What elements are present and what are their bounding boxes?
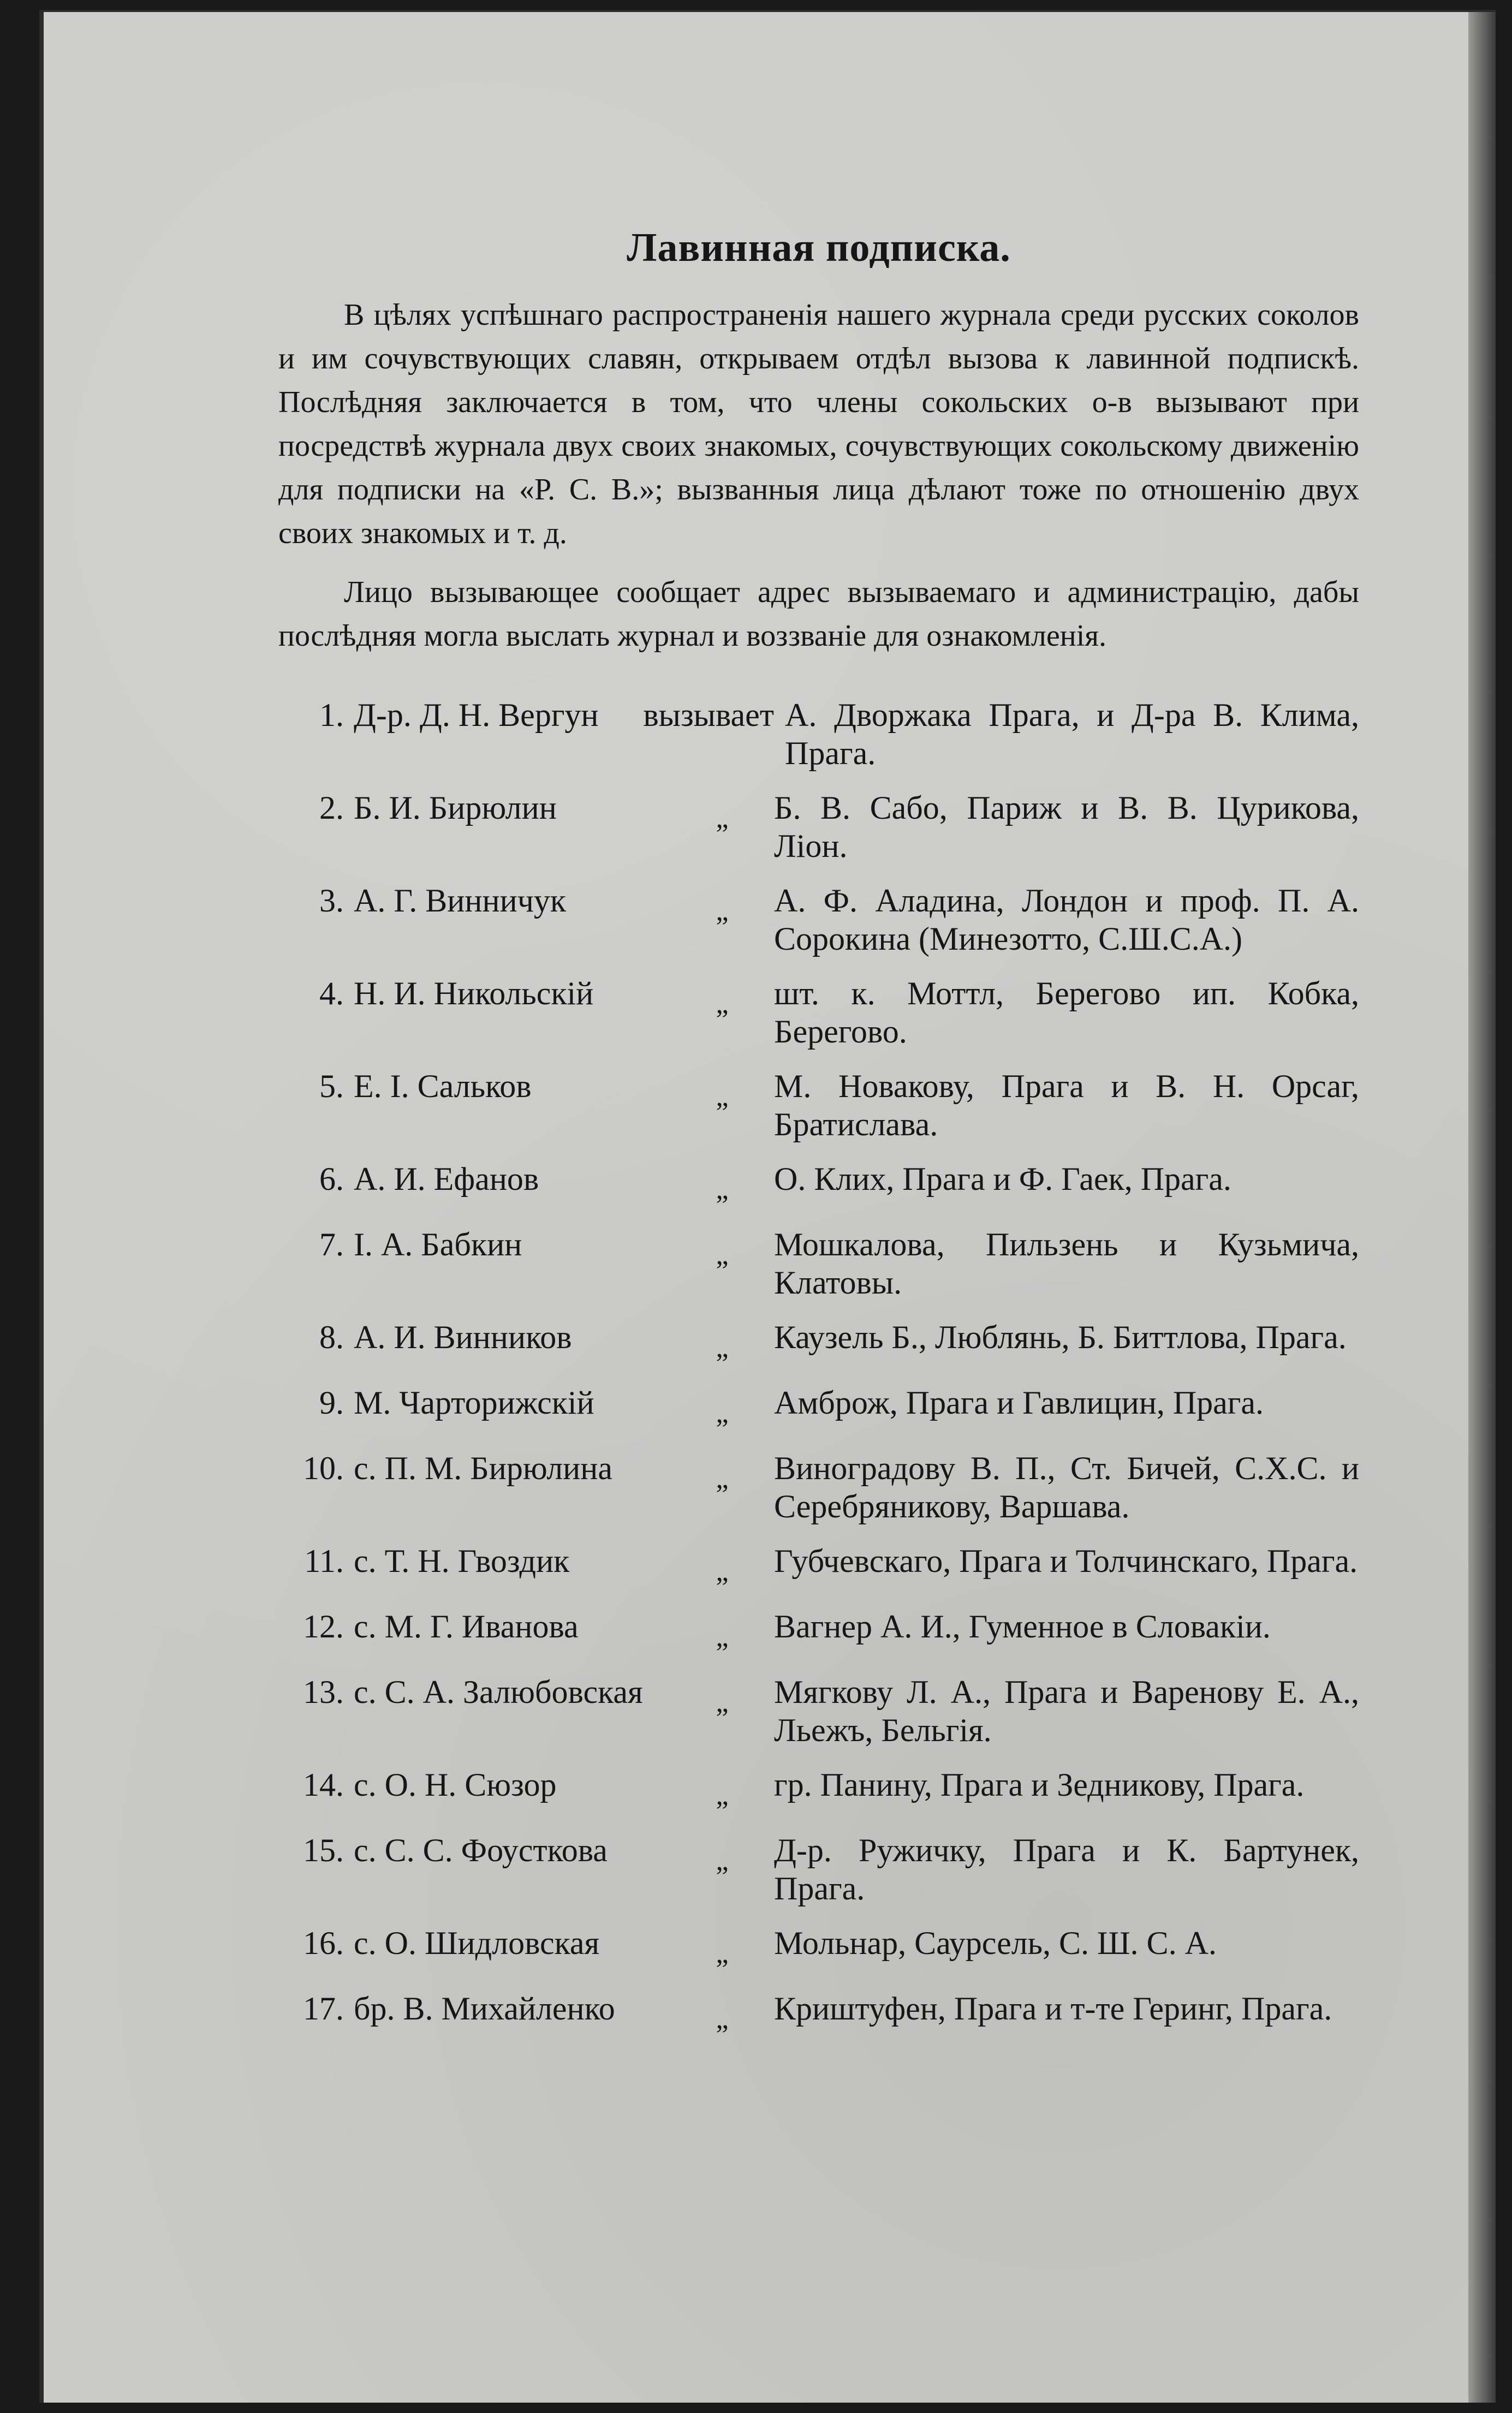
called-persons: Мягкову Л. А., Прага и Варенову Е. А., Льежъ, Бельгія. [774, 1674, 1359, 1748]
caller-name: Н. И. Никольскій [354, 975, 594, 1011]
page-edge-shadow [1468, 12, 1496, 2403]
called-persons: Криштуфен, Прага и т-те Геринг, Прага. [774, 1991, 1332, 2027]
called-persons: Вагнер А. И., Гуменное в Словакіи. [774, 1608, 1271, 1645]
entry-number: 14. [303, 1767, 344, 1803]
entry-number: 10. [303, 1450, 344, 1486]
list-item [278, 1160, 1359, 1209]
called-persons: Губчевскаго, Прага и Толчинскаго, Прага. [774, 1543, 1358, 1579]
called-persons: А. Ф. Аладина, Лондон и проф. П. А. Сорокина (Минезотто, С.Ш.С.А.) [774, 883, 1359, 957]
called-persons: М. Новакову, Прага и В. Н. Орсаг, Братислава. [774, 1068, 1359, 1142]
entry-number: 12. [303, 1608, 344, 1645]
caller-verb: вызывает [643, 697, 774, 733]
entry-number: 11. [304, 1543, 344, 1579]
caller-name: бр. В. Михайленко [354, 1991, 615, 2027]
list-item [278, 1225, 1359, 1302]
caller-name: с. Т. Н. Гвоздик [354, 1543, 570, 1579]
caller-name: Б. И. Бирюлин [354, 790, 557, 826]
ditto-mark: „ [716, 1556, 729, 1587]
ditto-mark: „ [716, 1174, 729, 1205]
ditto-mark: „ [716, 2004, 729, 2035]
ditto-mark: „ [716, 896, 729, 927]
list-item [278, 1673, 1359, 1749]
subscription-list [278, 696, 1359, 2039]
caller-name: с. С. А. Залюбовская [354, 1674, 643, 1710]
caller-name: с. П. М. Бирюлина [354, 1450, 612, 1486]
called-persons: гр. Панину, Прага и Зедникову, Прага. [774, 1767, 1305, 1803]
entry-number: 9. [319, 1385, 344, 1421]
entry-number: 4. [319, 975, 344, 1011]
caller-name: Е. І. Сальков [354, 1068, 532, 1104]
caller-name: М. Чарторижскій [354, 1385, 594, 1421]
caller-name: с. М. Г. Иванова [354, 1608, 579, 1645]
list-item [278, 1542, 1359, 1591]
list-item [278, 696, 1359, 772]
ditto-mark: „ [716, 1463, 729, 1494]
ditto-mark: „ [716, 1780, 729, 1811]
ditto-mark: „ [716, 1332, 729, 1363]
list-item [278, 1449, 1359, 1526]
entry-number: 8. [319, 1319, 344, 1355]
called-persons: О. Клих, Прага и Ф. Гаек, Прага. [774, 1161, 1231, 1197]
list-item [278, 881, 1359, 958]
caller-name: А. И. Ефанов [354, 1161, 539, 1197]
caller-name: с. О. Шидловская [354, 1925, 600, 1961]
called-persons: Каузель Б., Люблянь, Б. Биттлова, Прага. [774, 1319, 1347, 1355]
list-item [278, 1989, 1359, 2039]
intro-paragraph: В цѣлях успѣшнаго распространенія нашего журнала среди русских соколов и им сочувствующих славян, открываем отдѣл вызова к лавинной подпискѣ. Послѣдняя заключается в том, что члены сокольских о-в вызывают при посредствѣ журнала двух своих знакомых, сочувствующих сокольскому движенію для подписки на «Р. С. В.»; вызванныя лица дѣлают тоже по отношенію двух своих знакомых и т. д. [278, 298, 1359, 550]
entry-number: 6. [319, 1161, 344, 1197]
entry-number: 3. [319, 883, 344, 919]
caller-name: І. А. Бабкин [354, 1226, 522, 1262]
called-persons: Б. В. Сабо, Париж и В. В. Цурикова, Ліон. [774, 790, 1359, 864]
list-item [278, 789, 1359, 865]
list-item [278, 1766, 1359, 1815]
list-item [278, 1067, 1359, 1143]
called-persons: Мошкалова, Пильзень и Кузьмича, Клатовы. [774, 1226, 1359, 1301]
list-item [278, 1318, 1359, 1367]
ditto-mark: „ [716, 1687, 729, 1718]
ditto-mark: „ [716, 1398, 729, 1429]
ditto-mark: „ [716, 1240, 729, 1271]
page-content [278, 225, 1359, 2055]
caller-name: с. О. Н. Сюзор [354, 1767, 557, 1803]
caller-name: с. С. С. Фоусткова [354, 1832, 608, 1868]
called-persons: Виноградову В. П., Ст. Бичей, С.Х.С. и Серебряникову, Варшава. [774, 1450, 1359, 1524]
list-item [278, 1384, 1359, 1433]
list-item [278, 974, 1359, 1051]
called-persons: А. Дворжака Прага, и Д-ра В. Клима, Прага. [785, 697, 1359, 771]
ditto-mark: „ [716, 1938, 729, 1969]
page-title: Лавинная подписка. [627, 225, 1011, 270]
called-persons: Мольнар, Саурсель, С. Ш. С. А. [774, 1925, 1217, 1961]
entry-number: 13. [303, 1674, 344, 1710]
caller-name: А. Г. Винничук [354, 883, 567, 919]
ditto-mark: „ [716, 988, 729, 1020]
entry-number: 7. [319, 1226, 344, 1262]
ditto-mark: „ [716, 1081, 729, 1112]
list-item [278, 1924, 1359, 1973]
called-persons: шт. к. Моттл, Берегово ип. Кобка, Берегово. [774, 975, 1359, 1050]
instruction-paragraph: Лицо вызывающее сообщает адрес вызываемаго и администрацію, дабы послѣдняя могла выслать журнал и воззваніе для ознакомленія. [278, 575, 1359, 653]
entry-number: 1. [319, 697, 344, 733]
entry-number: 16. [303, 1925, 344, 1961]
list-item [278, 1831, 1359, 1908]
entry-number: 2. [319, 790, 344, 826]
ditto-mark: „ [716, 1622, 729, 1653]
ditto-mark: „ [716, 803, 729, 834]
ditto-mark: „ [716, 1845, 729, 1876]
called-persons: Д-р. Ружичку, Прага и К. Бартунек, Прага. [774, 1832, 1359, 1906]
called-persons: Амброж, Прага и Гавлицин, Прага. [774, 1385, 1264, 1421]
list-item [278, 1607, 1359, 1657]
entry-number: 15. [303, 1832, 344, 1868]
caller-name: А. И. Винников [354, 1319, 572, 1355]
entry-number: 5. [319, 1068, 344, 1104]
caller-name: Д-р. Д. Н. Вергун [354, 697, 599, 733]
scanned-page [39, 10, 1496, 2403]
entry-number: 17. [303, 1991, 344, 2027]
